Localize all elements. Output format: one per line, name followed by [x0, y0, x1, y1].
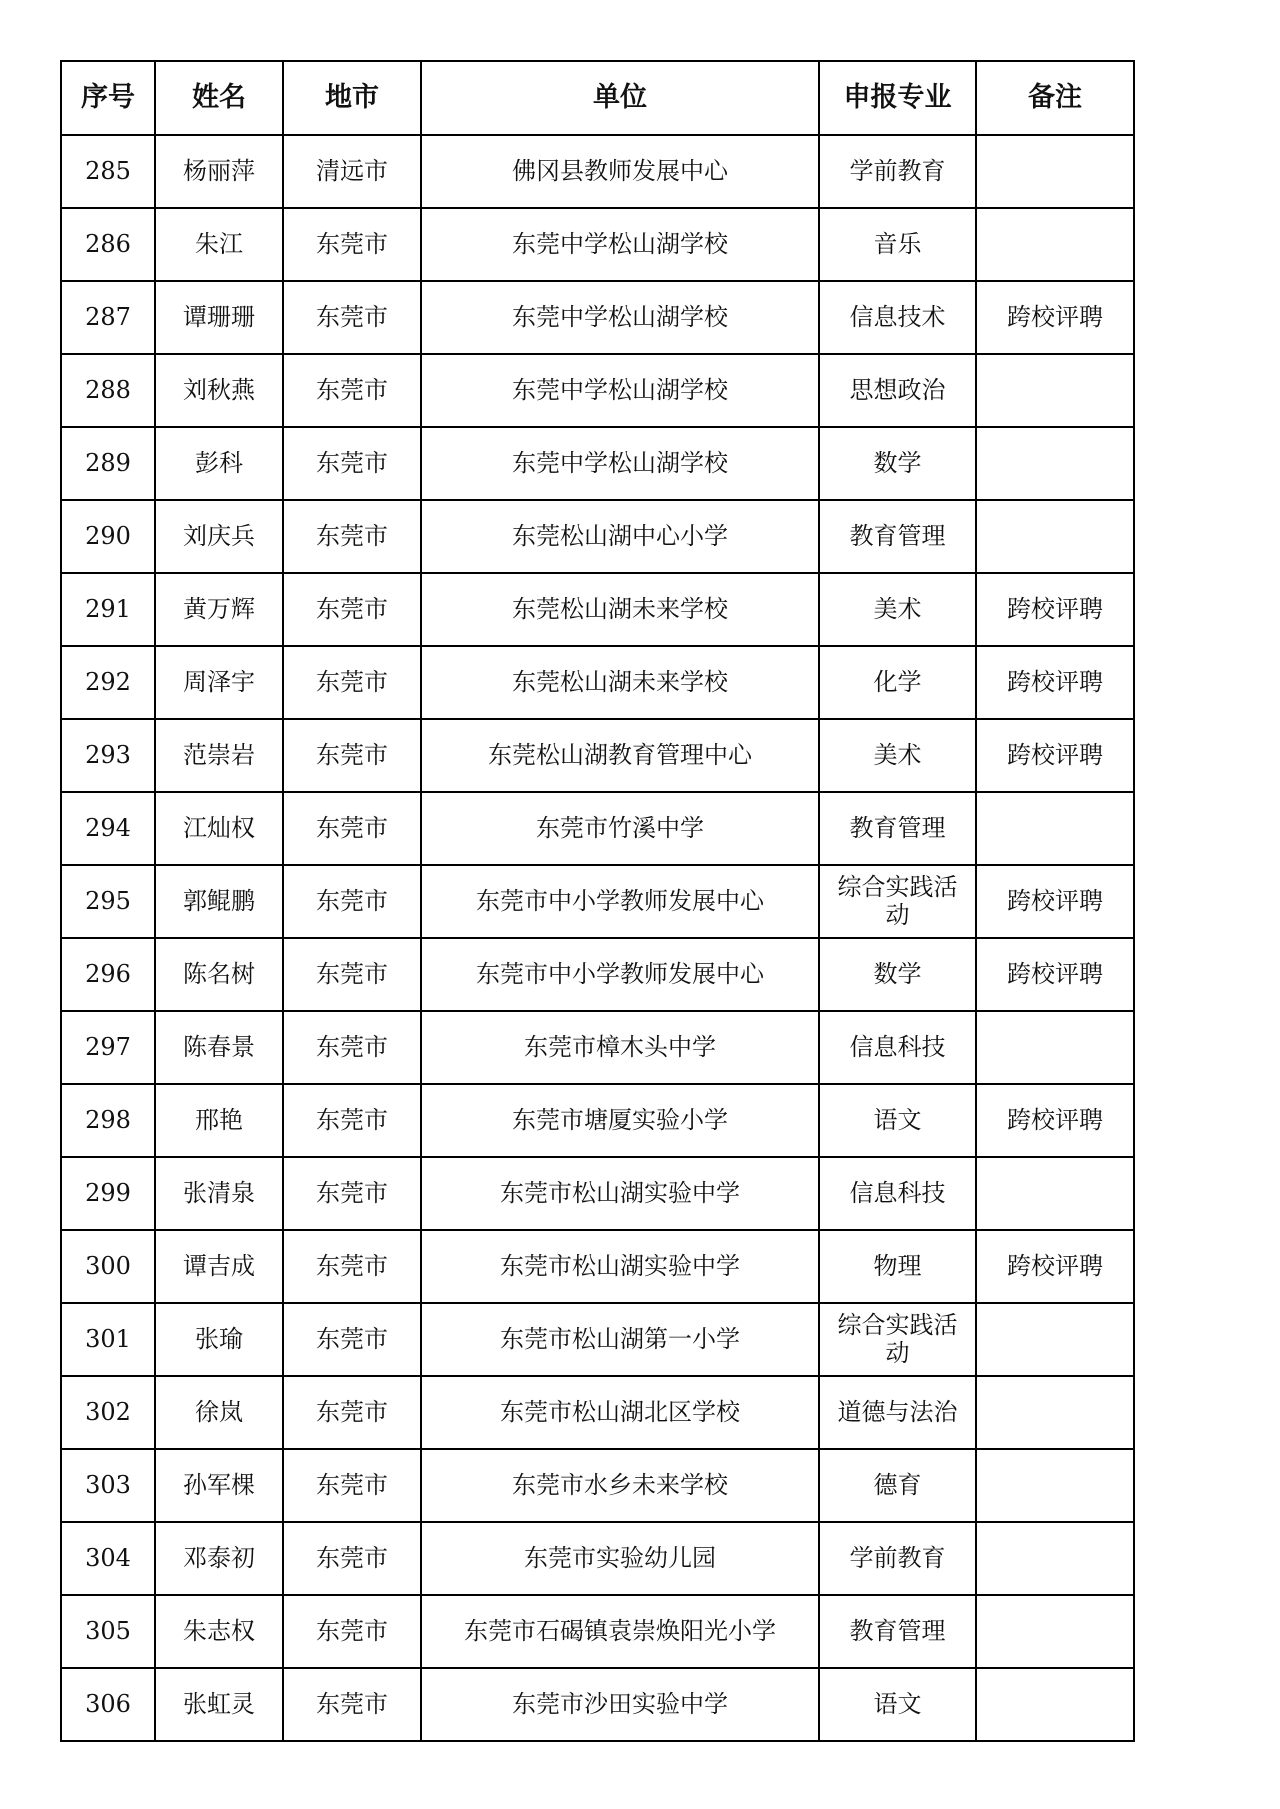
cell-seq: 287	[61, 281, 155, 354]
cell-name: 邓泰初	[155, 1522, 283, 1595]
cell-note	[976, 1303, 1134, 1376]
cell-seq: 294	[61, 792, 155, 865]
cell-unit: 东莞市中小学教师发展中心	[421, 865, 819, 938]
table-row	[61, 646, 1134, 719]
cell-seq: 297	[61, 1011, 155, 1084]
cell-unit: 东莞市松山湖北区学校	[421, 1376, 819, 1449]
table-row	[61, 573, 1134, 646]
cell-major: 教育管理	[819, 1595, 976, 1668]
cell-unit: 东莞市松山湖实验中学	[421, 1157, 819, 1230]
cell-note: 跨校评聘	[976, 573, 1134, 646]
table-row	[61, 1522, 1134, 1595]
cell-major: 语文	[819, 1084, 976, 1157]
table-row	[61, 354, 1134, 427]
cell-note	[976, 1011, 1134, 1084]
cell-name: 江灿权	[155, 792, 283, 865]
cell-unit: 东莞市松山湖实验中学	[421, 1230, 819, 1303]
cell-major: 化学	[819, 646, 976, 719]
cell-note	[976, 427, 1134, 500]
cell-city: 东莞市	[283, 1303, 421, 1376]
cell-unit: 东莞中学松山湖学校	[421, 354, 819, 427]
cell-unit: 东莞中学松山湖学校	[421, 208, 819, 281]
cell-major: 信息技术	[819, 281, 976, 354]
cell-note: 跨校评聘	[976, 938, 1134, 1011]
cell-name: 张虹灵	[155, 1668, 283, 1741]
header-name: 姓名	[155, 61, 283, 135]
cell-city: 东莞市	[283, 1668, 421, 1741]
cell-seq: 288	[61, 354, 155, 427]
cell-unit: 东莞市石碣镇袁崇焕阳光小学	[421, 1595, 819, 1668]
cell-city: 东莞市	[283, 281, 421, 354]
cell-note	[976, 1595, 1134, 1668]
header-note: 备注	[976, 61, 1134, 135]
cell-seq: 293	[61, 719, 155, 792]
cell-city: 东莞市	[283, 792, 421, 865]
cell-seq: 303	[61, 1449, 155, 1522]
cell-city: 东莞市	[283, 1230, 421, 1303]
cell-note	[976, 1668, 1134, 1741]
cell-major: 综合实践活动	[819, 865, 976, 938]
cell-seq: 300	[61, 1230, 155, 1303]
cell-seq: 291	[61, 573, 155, 646]
cell-major: 学前教育	[819, 135, 976, 208]
table-row	[61, 719, 1134, 792]
header-unit: 单位	[421, 61, 819, 135]
cell-name: 孙军棵	[155, 1449, 283, 1522]
cell-major: 数学	[819, 938, 976, 1011]
cell-city: 东莞市	[283, 938, 421, 1011]
cell-note	[976, 1376, 1134, 1449]
cell-major: 思想政治	[819, 354, 976, 427]
cell-seq: 286	[61, 208, 155, 281]
cell-unit: 东莞松山湖教育管理中心	[421, 719, 819, 792]
cell-major: 音乐	[819, 208, 976, 281]
cell-major: 德育	[819, 1449, 976, 1522]
cell-unit: 东莞中学松山湖学校	[421, 281, 819, 354]
cell-note	[976, 792, 1134, 865]
cell-seq: 292	[61, 646, 155, 719]
cell-name: 杨丽萍	[155, 135, 283, 208]
cell-note	[976, 1449, 1134, 1522]
cell-city: 东莞市	[283, 354, 421, 427]
cell-unit: 东莞市塘厦实验小学	[421, 1084, 819, 1157]
table-row	[61, 792, 1134, 865]
cell-name: 张瑜	[155, 1303, 283, 1376]
cell-major: 物理	[819, 1230, 976, 1303]
cell-name: 周泽宇	[155, 646, 283, 719]
cell-city: 东莞市	[283, 500, 421, 573]
cell-seq: 306	[61, 1668, 155, 1741]
cell-unit: 东莞市实验幼儿园	[421, 1522, 819, 1595]
cell-name: 张清泉	[155, 1157, 283, 1230]
cell-name: 陈春景	[155, 1011, 283, 1084]
cell-seq: 289	[61, 427, 155, 500]
cell-note: 跨校评聘	[976, 1084, 1134, 1157]
cell-name: 谭吉成	[155, 1230, 283, 1303]
personnel-table	[60, 60, 1135, 1742]
table-row	[61, 208, 1134, 281]
table-row	[61, 1449, 1134, 1522]
table-row	[61, 1230, 1134, 1303]
cell-major: 语文	[819, 1668, 976, 1741]
cell-major: 美术	[819, 573, 976, 646]
cell-name: 黄万辉	[155, 573, 283, 646]
cell-name: 范崇岩	[155, 719, 283, 792]
table-row	[61, 1303, 1134, 1376]
table-row	[61, 281, 1134, 354]
cell-seq: 290	[61, 500, 155, 573]
cell-unit: 东莞市樟木头中学	[421, 1011, 819, 1084]
cell-major: 教育管理	[819, 792, 976, 865]
cell-unit: 东莞市竹溪中学	[421, 792, 819, 865]
cell-major: 数学	[819, 427, 976, 500]
cell-name: 朱江	[155, 208, 283, 281]
table-row	[61, 1011, 1134, 1084]
cell-major: 综合实践活动	[819, 1303, 976, 1376]
cell-city: 东莞市	[283, 719, 421, 792]
cell-seq: 285	[61, 135, 155, 208]
cell-major: 美术	[819, 719, 976, 792]
header-major: 申报专业	[819, 61, 976, 135]
cell-name: 朱志权	[155, 1595, 283, 1668]
table-row	[61, 1157, 1134, 1230]
cell-city: 东莞市	[283, 1084, 421, 1157]
cell-unit: 东莞松山湖未来学校	[421, 646, 819, 719]
cell-name: 陈名树	[155, 938, 283, 1011]
cell-seq: 299	[61, 1157, 155, 1230]
cell-name: 邢艳	[155, 1084, 283, 1157]
cell-city: 东莞市	[283, 1449, 421, 1522]
cell-name: 刘庆兵	[155, 500, 283, 573]
cell-unit: 东莞中学松山湖学校	[421, 427, 819, 500]
cell-city: 东莞市	[283, 646, 421, 719]
cell-name: 刘秋燕	[155, 354, 283, 427]
cell-name: 谭珊珊	[155, 281, 283, 354]
cell-seq: 295	[61, 865, 155, 938]
cell-seq: 302	[61, 1376, 155, 1449]
cell-seq: 305	[61, 1595, 155, 1668]
cell-seq: 298	[61, 1084, 155, 1157]
cell-note: 跨校评聘	[976, 1230, 1134, 1303]
cell-note	[976, 135, 1134, 208]
cell-unit: 东莞市松山湖第一小学	[421, 1303, 819, 1376]
header-city: 地市	[283, 61, 421, 135]
table-row	[61, 427, 1134, 500]
cell-city: 东莞市	[283, 1376, 421, 1449]
table-row	[61, 1084, 1134, 1157]
cell-major: 信息科技	[819, 1157, 976, 1230]
table-row	[61, 135, 1134, 208]
cell-city: 东莞市	[283, 1595, 421, 1668]
cell-name: 彭科	[155, 427, 283, 500]
cell-city: 东莞市	[283, 1522, 421, 1595]
cell-note: 跨校评聘	[976, 646, 1134, 719]
cell-note	[976, 1522, 1134, 1595]
cell-major: 学前教育	[819, 1522, 976, 1595]
cell-note: 跨校评聘	[976, 865, 1134, 938]
cell-city: 东莞市	[283, 865, 421, 938]
cell-seq: 301	[61, 1303, 155, 1376]
cell-seq: 304	[61, 1522, 155, 1595]
cell-city: 东莞市	[283, 208, 421, 281]
cell-city: 东莞市	[283, 1157, 421, 1230]
table-row	[61, 1595, 1134, 1668]
cell-unit: 东莞市中小学教师发展中心	[421, 938, 819, 1011]
cell-note: 跨校评聘	[976, 719, 1134, 792]
table-row	[61, 500, 1134, 573]
cell-unit: 佛冈县教师发展中心	[421, 135, 819, 208]
table-row	[61, 1376, 1134, 1449]
cell-city: 东莞市	[283, 573, 421, 646]
header-seq: 序号	[61, 61, 155, 135]
cell-major: 信息科技	[819, 1011, 976, 1084]
table-header	[61, 61, 1134, 135]
cell-city: 东莞市	[283, 1011, 421, 1084]
table-body	[61, 135, 1134, 1741]
cell-unit: 东莞市沙田实验中学	[421, 1668, 819, 1741]
cell-unit: 东莞松山湖中心小学	[421, 500, 819, 573]
cell-city: 东莞市	[283, 427, 421, 500]
cell-major: 教育管理	[819, 500, 976, 573]
cell-city: 清远市	[283, 135, 421, 208]
cell-note: 跨校评聘	[976, 281, 1134, 354]
cell-name: 徐岚	[155, 1376, 283, 1449]
cell-name: 郭鲲鹏	[155, 865, 283, 938]
table-row	[61, 938, 1134, 1011]
table-row	[61, 1668, 1134, 1741]
cell-seq: 296	[61, 938, 155, 1011]
cell-major: 道德与法治	[819, 1376, 976, 1449]
cell-unit: 东莞松山湖未来学校	[421, 573, 819, 646]
cell-note	[976, 208, 1134, 281]
cell-note	[976, 1157, 1134, 1230]
table-row	[61, 865, 1134, 938]
header-row	[61, 61, 1134, 135]
cell-unit: 东莞市水乡未来学校	[421, 1449, 819, 1522]
cell-note	[976, 500, 1134, 573]
cell-note	[976, 354, 1134, 427]
